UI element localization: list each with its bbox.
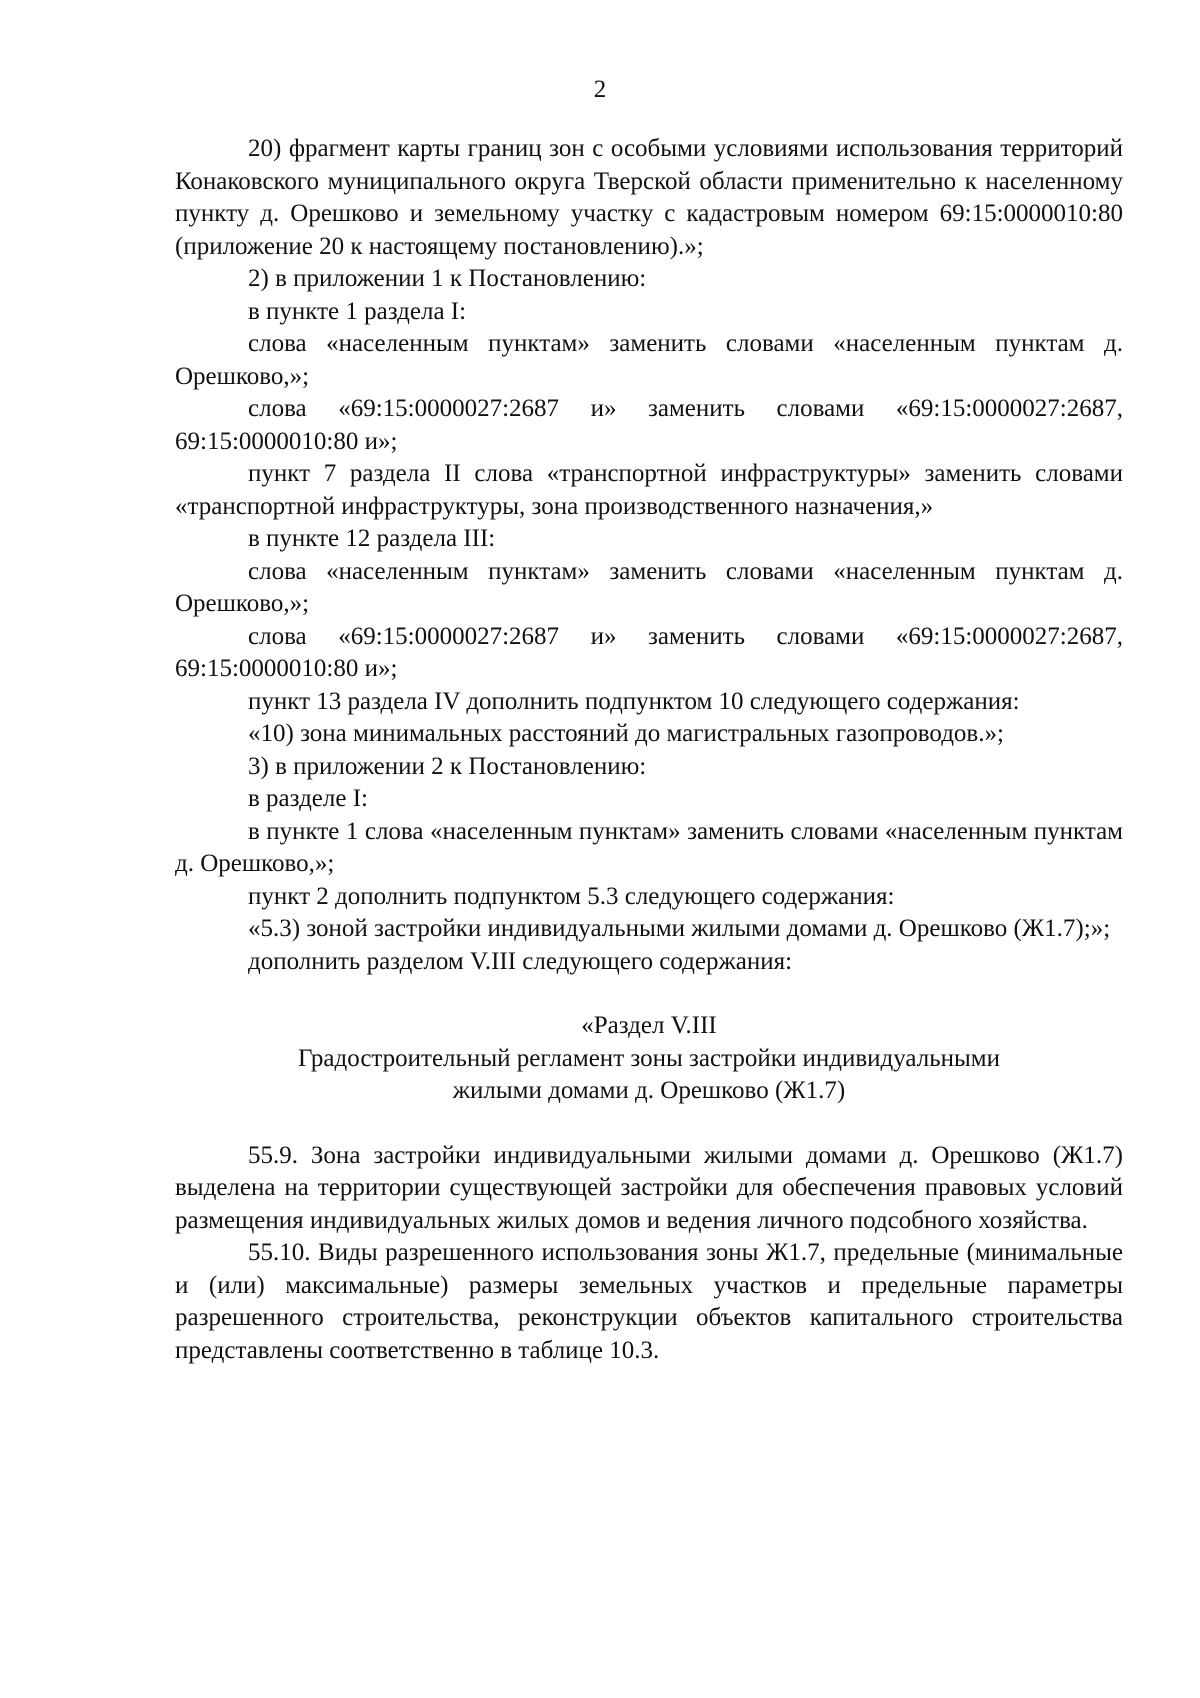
paragraph-subpoint-5-3: «5.3) зоной застройки индивидуальными жилыми домами д. Орешково (Ж1.7);»; <box>248 915 1111 942</box>
spacer <box>175 978 1123 1010</box>
paragraph-add-section: дополнить разделом V.III следующего содержания: <box>248 947 793 975</box>
spacer <box>175 1108 1123 1140</box>
section-heading-line-2: Градостроительный регламент зоны застройки индивидуальными <box>298 1044 1000 1072</box>
paragraph-replace-settlements: слова «населенным пунктам» заменить словами «населенным пунктам д. Орешково,»; <box>175 330 1123 390</box>
section-heading-line-3: жилыми домами д. Орешково (Ж1.7) <box>452 1077 846 1104</box>
paragraph-gas-pipeline-zone: «10) зона минимальных расстояний до магистральных газопроводов.»; <box>248 720 1004 747</box>
paragraph-point-13-section-4: пункт 13 раздела IV дополнить подпунктом 10 следующего содержания: <box>248 687 1020 715</box>
paragraph-replace-settlements-2: слова «населенным пунктам» заменить словами «населенным пунктам д. Орешково,»; <box>175 557 1123 617</box>
section-heading-title: «Раздел V.III <box>581 1012 717 1039</box>
paragraph-replace-cadastral-2: слова «69:15:0000027:2687 и» заменить словами «69:15:0000027:2687, 69:15:0000010:80 и»; <box>175 622 1123 682</box>
paragraph-replace-cadastral: слова «69:15:0000027:2687 и» заменить словами «69:15:0000027:2687, 69:15:0000010:80 и»; <box>175 395 1123 455</box>
paragraph-55-10: 55.10. Виды разрешенного использования зоны Ж1.7, предельные (минимальные и (или) максимальные) размеры земельных участков и предельные параметры разрешенного строительства, реконструкции объектов капитального строительства представлены соответственно в таблице 10.3. <box>175 1239 1123 1364</box>
paragraph-appendix-1: 2) в приложении 1 к Постановлению: <box>248 265 647 292</box>
page-number: 2 <box>593 76 607 103</box>
paragraph-point-1-section-1: в пункте 1 раздела I: <box>248 297 467 325</box>
paragraph-appendix-2: 3) в приложении 2 к Постановлению: <box>248 752 647 780</box>
paragraph-55-9: 55.9. Зона застройки индивидуальными жилыми домами д. Орешково (Ж1.7) выделена на территории существующей застройки для обеспечения правовых условий размещения индивидуальных жилых домов и ведения личного подсобного хозяйства. <box>175 1141 1123 1234</box>
document-body <box>175 133 1123 1367</box>
paragraph-point-2-add: пункт 2 дополнить подпунктом 5.3 следующего содержания: <box>248 882 895 910</box>
paragraph-point-7-section-2: пункт 7 раздела II слова «транспортной инфраструктуры» заменить словами «транспортной инфраструктуры, зона производственного назначения,» <box>175 460 1123 520</box>
paragraph-section-1: в разделе I: <box>248 785 368 812</box>
paragraph-point-12-section-3: в пункте 12 раздела III: <box>248 525 496 552</box>
paragraph-point-1-replace: в пункте 1 слова «населенным пунктам» заменить словами «населенным пунктам д. Орешково,»; <box>175 817 1123 877</box>
paragraph-item-20: 20) фрагмент карты границ зон с особыми условиями использования территорий Конаковского муниципального округа Тверской области применительно к населенному пункту д. Орешково и земельному участку с кадастровым номером 69:15:0000010:80 (приложение 20 к настоящему постановлению).»; <box>175 135 1123 260</box>
